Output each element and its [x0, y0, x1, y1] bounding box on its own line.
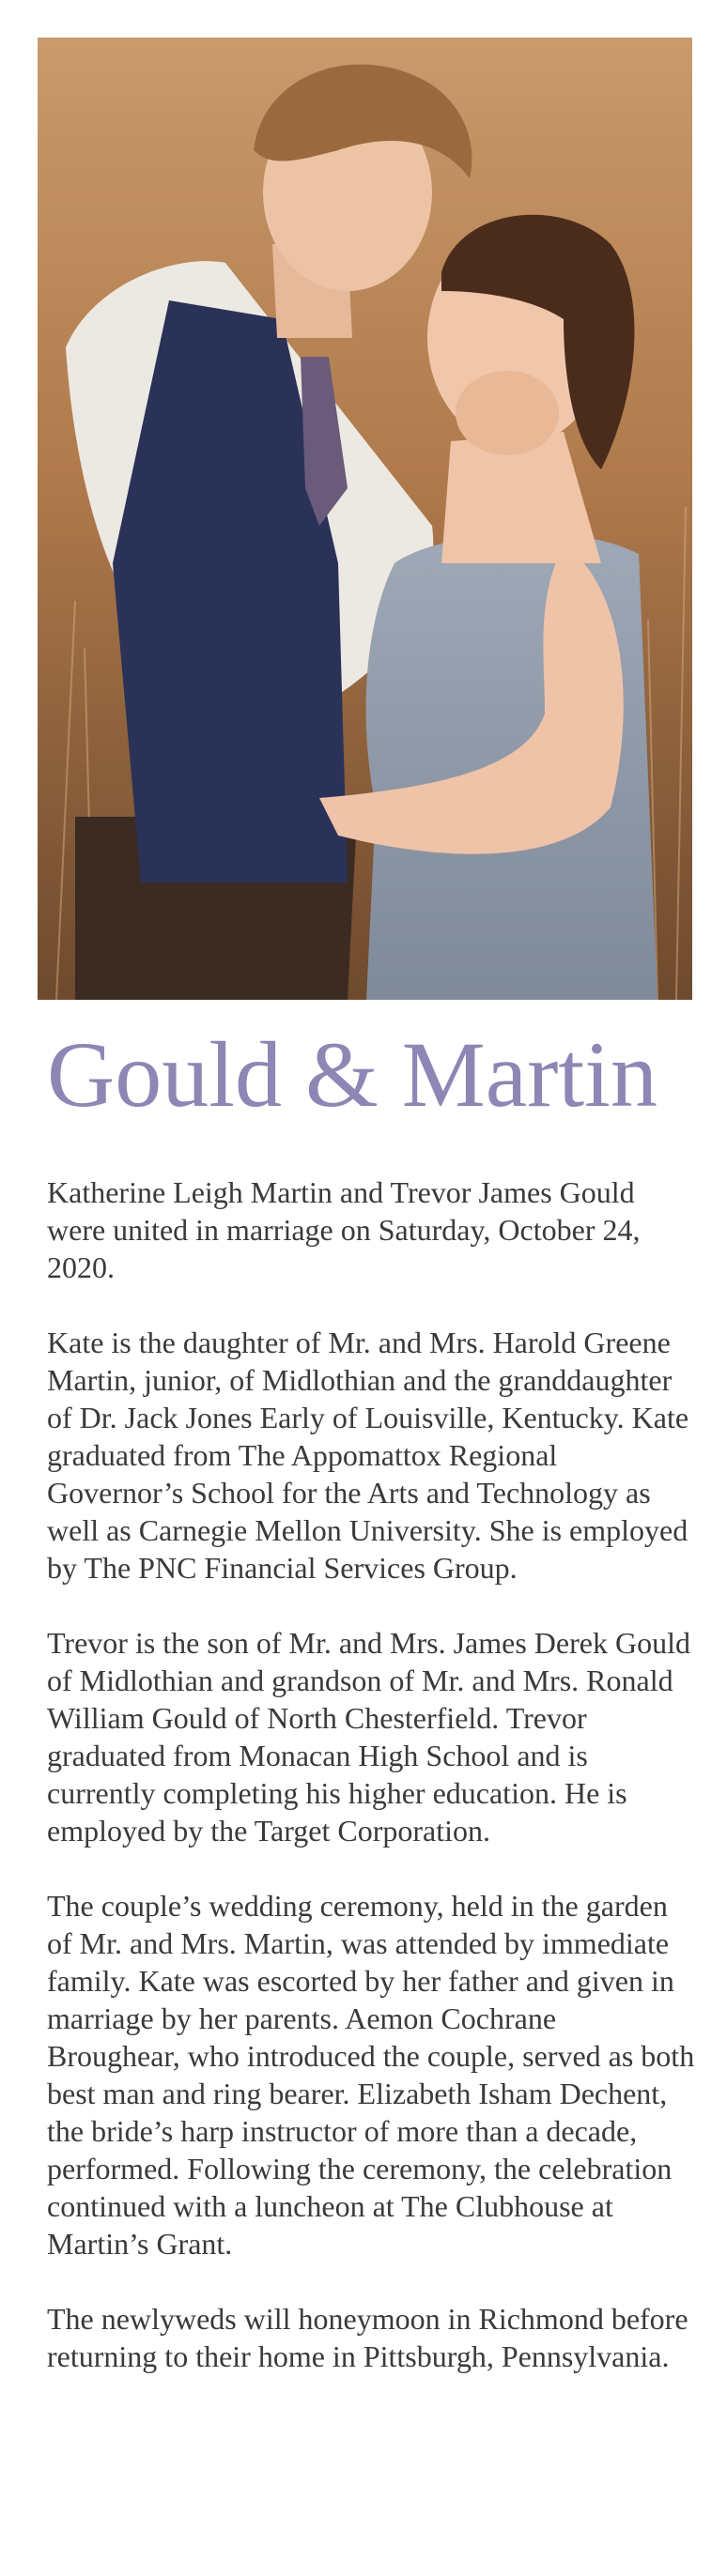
marriage-paragraph: Katherine Leigh Martin and Trevor James Gould were united in marriage on Saturday, October 24, 2020.: [47, 1175, 641, 1284]
announcement-title: Gould & Martin: [47, 1022, 657, 1127]
couple-photo-illustration: [38, 38, 692, 1000]
honeymoon-paragraph: The newlyweds will honeymoon in Richmond before returning to their home in Pittsburgh, Pennsylvania.: [47, 2302, 688, 2373]
bride-paragraph: Kate is the daughter of Mr. and Mrs. Harold Greene Martin, junior, of Midlothian and the granddaughter of Dr. Jack Jones Early of Louisville, Kentucky. Kate graduated from The Appomattox Regional Governor’s School for the Arts and Technology as well as Carnegie Mellon University. She is employed by The PNC Financial Services Group.: [47, 1326, 689, 1585]
couple-photo: [38, 38, 692, 1000]
announcement-body: [47, 1173, 695, 2413]
ceremony-paragraph: The couple’s wedding ceremony, held in the garden of Mr. and Mrs. Martin, was attended by immediate family. Kate was escorted by her father and given in marriage by her parents. Aemon Cochrane Broughear, who introduced the couple, served as both best man and ring bearer. Elizabeth Isham Dechent, the bride’s harp instructor of more than a decade, performed. Following the ceremony, the celebration continued with a luncheon at The Clubhouse at Martin’s Grant.: [47, 1889, 695, 2261]
groom-paragraph: Trevor is the son of Mr. and Mrs. James Derek Gould of Midlothian and grandson of Mr. and Mrs. Ronald William Gould of North Chesterfield. Trevor graduated from Monacan High School and is currently completing his higher education. He is employed by the Target Corporation.: [47, 1626, 690, 1848]
